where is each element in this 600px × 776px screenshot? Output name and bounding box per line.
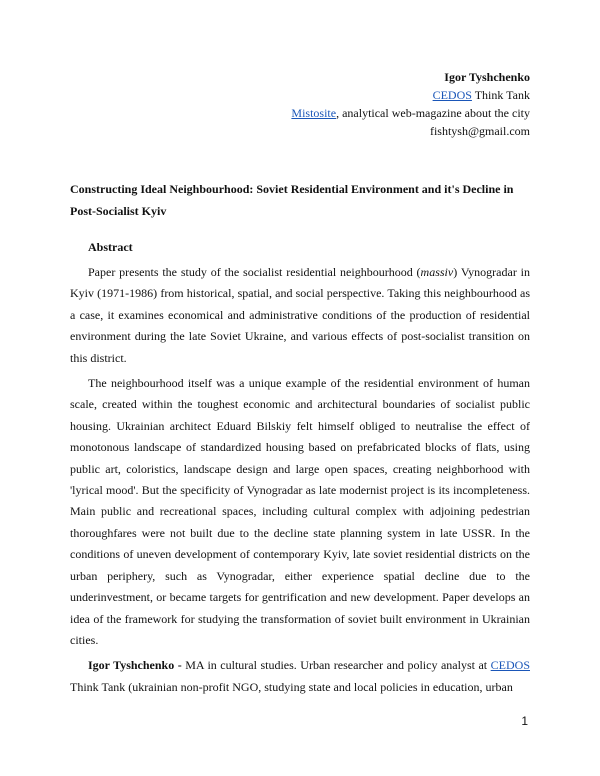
author-name: Igor Tyshchenko <box>444 70 530 84</box>
bio-text-start: MA in cultural studies. Urban researcher and policy analyst at <box>181 658 491 673</box>
author-organization <box>291 86 530 104</box>
organization-suffix: Think Tank <box>471 88 530 102</box>
abstract-heading: Abstract <box>88 240 133 254</box>
author-email: fishtysh@gmail.com <box>429 124 530 138</box>
abstract-paragraph-1 <box>70 262 530 369</box>
author-bio-paragraph <box>70 655 530 698</box>
abstract-paragraph-2: The neighbourhood itself was a unique example of the residential environment of human scale, created within the toughest economic and architectural boundaries of socialist public housing. Ukrainian architect Eduard Bilskiy felt himself obliged to neutralise the effect of monotonous landscape of standardized housing based on prefabricated blocks of flats, using public art, coloristics, landscape design and large open spaces, creating neighborhood with 'lyrical mood'. But the specificity of Vynogradar as late modernist project is its incompleteness. Main public and recreational spaces, including cultural complex with adjoining pedestrian thoroughfares were not built due to the decline state planning system in late USSR. In the conditions of uneven development of contemporary Kyiv, late soviet residential districts on the urban periphery, such as Vynogradar, either experience spatial decline due to the underinvestment, or became targets for gentrification and new development. Paper develops an idea of the framework for studying the transformation of soviet built environment in Ukrainian cities. <box>70 376 530 647</box>
mistosite-link[interactable]: Mistosite <box>291 106 337 120</box>
bio-text-end: Think Tank (ukrainian non-profit NGO, studying state and local policies in education, urban <box>70 679 513 694</box>
cedos-link[interactable]: CEDOS <box>432 88 472 102</box>
bio-cedos-link[interactable]: CEDOS <box>490 658 530 673</box>
p1-text-end: ) Vynogradar in Kyiv (1971-1986) from historical, spatial, and social perspective. Taking this neighbourhood as a case, it examines economical and administrative conditions of the production of residential environment during the late Soviet Ukraine, and various effects of post-socialist transition on this district. <box>70 265 531 365</box>
author-magazine <box>291 104 530 122</box>
paper-title: Constructing Ideal Neighbourhood: Soviet Residential Environment and it's Decline in Post-Socialist Kyiv <box>70 182 514 218</box>
author-block <box>291 68 530 140</box>
p1-italic-term: massiv <box>420 265 454 279</box>
page-number: 1 <box>521 714 528 728</box>
bio-author-name: Igor Tyshchenko - <box>88 658 182 673</box>
abstract-body <box>70 262 530 702</box>
magazine-description: , analytical web-magazine about the city <box>336 106 530 120</box>
p1-text-start: Paper presents the study of the socialist residential neighbourhood ( <box>88 265 421 279</box>
